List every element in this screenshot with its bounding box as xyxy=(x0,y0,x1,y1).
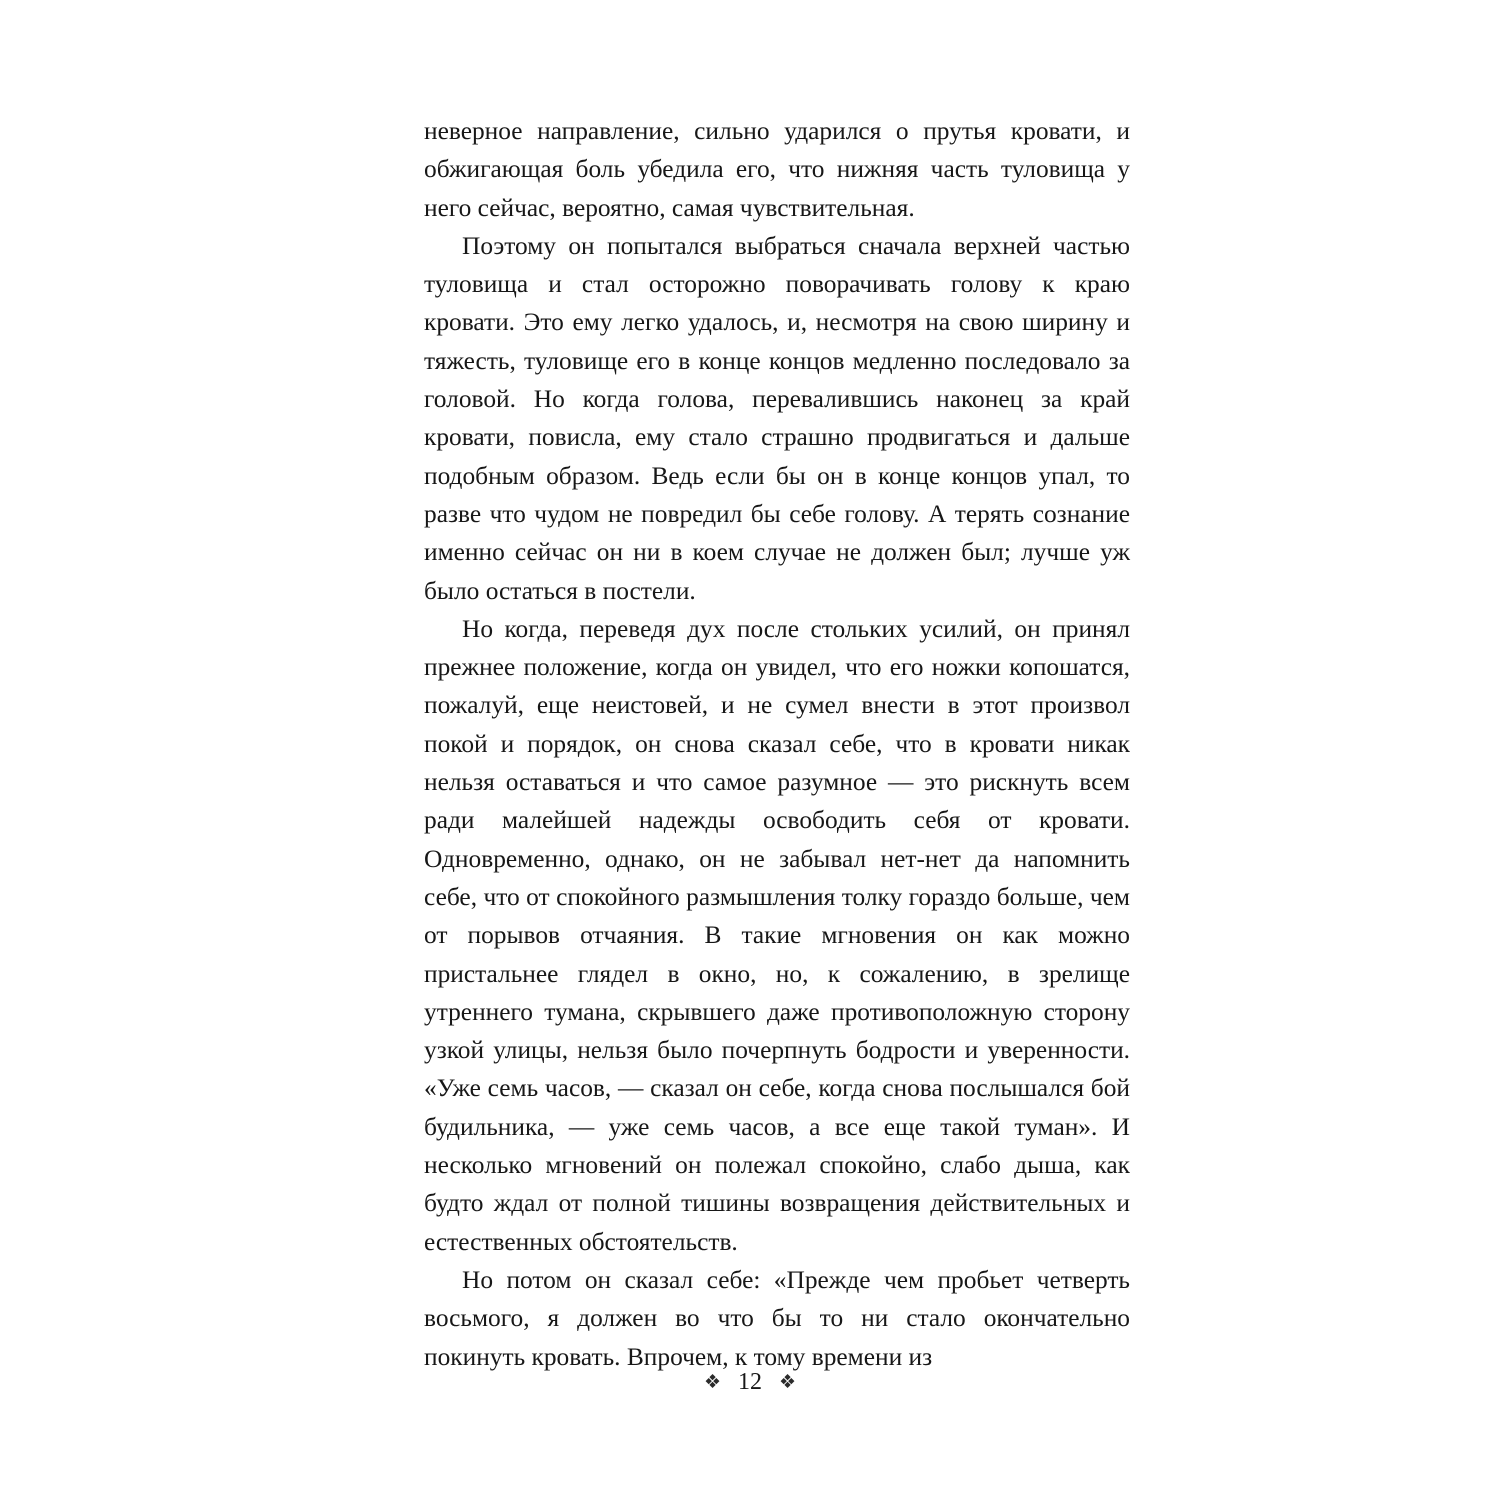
paragraph: Но потом он сказал себе: «Прежде чем пробьет четверть восьмого, я должен во что бы то ни стало окончательно покинуть кровать. Впрочем, к тому времени из xyxy=(424,1265,1130,1371)
paragraph: Поэтому он попытался выбраться сначала верхней частью туловища и стал осторожно поворачивать голову к краю кровати. Это ему легко удалось, и, несмотря на свою ширину и тяжесть, туловище его в конце концов медленно последовало за головой. Но когда голова, перевалившись наконец за край кровати, повисла, ему стало страшно продвигаться и дальше подобным образом. Ведь если бы он в конце концов упал, то разве что чудом не повредил бы себе голову. А терять сознание именно сейчас он ни в коем случае не должен был; лучше уж было остаться в постели. xyxy=(424,231,1130,605)
ornament-right-icon: ❖ xyxy=(779,1371,797,1393)
page-footer xyxy=(0,1370,1500,1394)
paragraph: Но когда, переведя дух после стольких усилий, он принял прежнее положение, когда он увидел, что его ножки копошатся, пожалуй, еще неистовей, и не сумел внести в этот произвол покой и порядок, он снова сказал себе, что в кровати никак нельзя оставаться и что самое разумное — это рискнуть всем ради малейшей надежды освободить себя от кровати. Одновременно, однако, он не забывал нет-нет да напомнить себе, что от спокойного размышления толку гораздо больше, чем от порывов отчаяния. В такие мгновения он как можно пристальнее глядел в окно, но, к сожалению, в зрелище утреннего тумана, скрывшего даже противоположную сторону узкой улицы, нельзя было почерпнуть бодрости и уверенности. «Уже семь часов, — сказал он себе, когда снова послышался бой будильника, — уже семь часов, а все еще такой туман». И несколько мгновений он полежал спокойно, слабо дыша, как будто ждал от полной тишины возвращения действительных и естественных обстоятельств. xyxy=(424,614,1130,1256)
ornament-left-icon: ❖ xyxy=(703,1371,721,1393)
page-number: 12 xyxy=(738,1369,762,1395)
body-text-column xyxy=(424,112,1130,1376)
paragraph: неверное направление, сильно ударился о прутья кровати, и обжигающая боль убедила его, что нижняя часть туловища у него сейчас, вероятно, самая чувствительная. xyxy=(424,117,1130,222)
